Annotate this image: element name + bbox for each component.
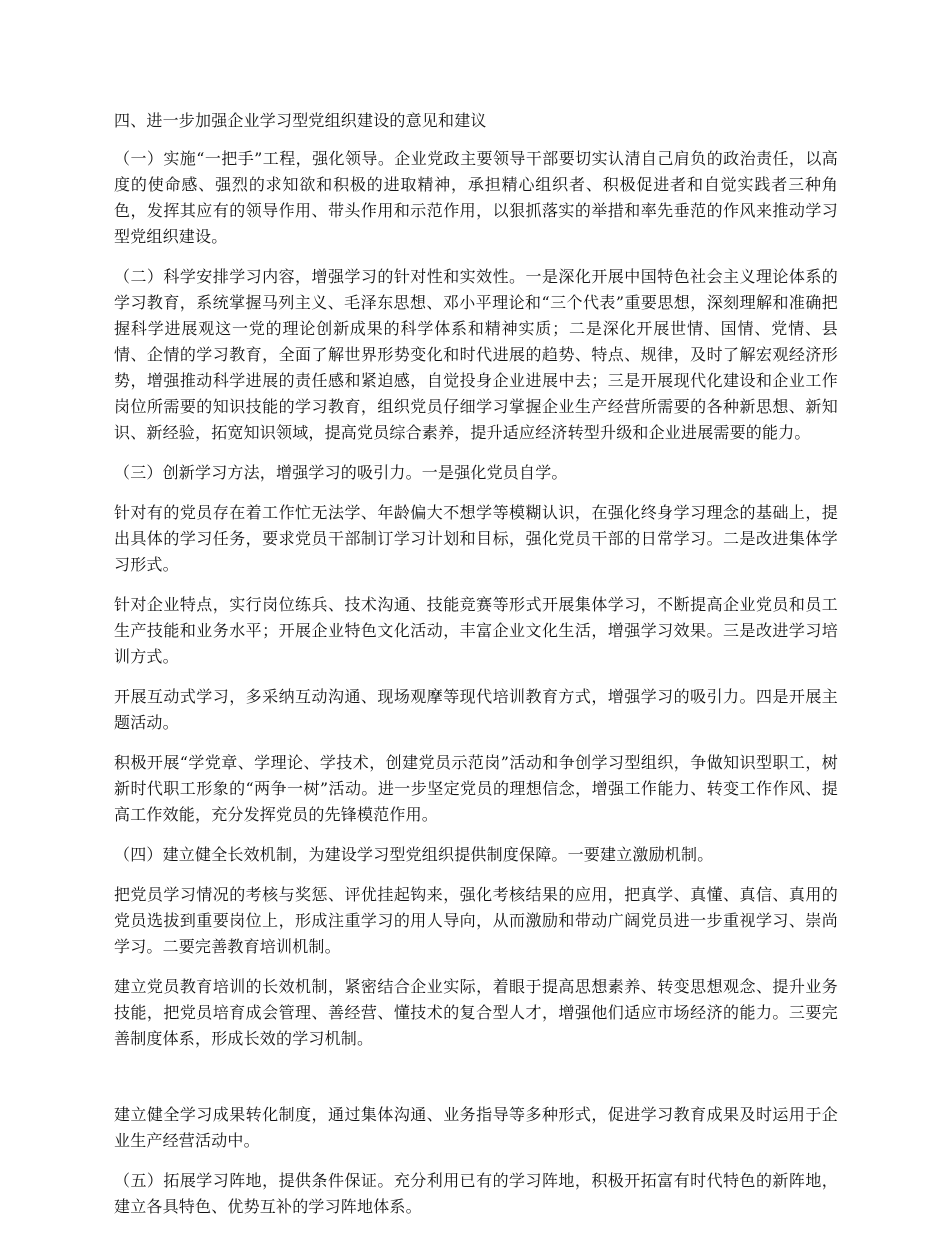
paragraph-7: 积极开展“学党章、学理论、学技术，创建党员示范岗”活动和争创学习型组织，争做知识型职工，树新时代职工形象的“两争一树”活动。进一步坚定党员的理想信念，增强工作能力、转变工作作风、提高工作效能，充分发挥党员的先锋模范作用。 (114, 753, 838, 824)
paragraph-8: （四）建立健全长效机制，为建设学习型党组织提供制度保障。一要建立激励机制。 (114, 845, 714, 864)
section-heading: 四、进一步加强企业学习型党组织建设的意见和建议 (114, 111, 487, 130)
document-page (114, 108, 838, 1234)
paragraph-10: 建立党员教育培训的长效机制，紧密结合企业实际，着眼于提高思想素养、转变思想观念、提升业务技能，把党员培育成会管理、善经营、懂技术的复合型人才，增强他们适应市场经济的能力。三要完善制度体系，形成长效的学习机制。 (114, 977, 838, 1048)
paragraph-2: （二）科学安排学习内容，增强学习的针对性和实效性。一是深化开展中国特色社会主义理论体系的学习教育，系统掌握马列主义、毛泽东思想、邓小平理论和“三个代表”重要思想，深刻理解和准确把握科学进展观这一党的理论创新成果的科学体系和精神实质；二是深化开展世情、国情、党情、县情、企情的学习教育，全面了解世界形势变化和时代进展的趋势、特点、规律，及时了解宏观经济形势，增强推动科学进展的责任感和紧迫感，自觉投身企业进展中去；三是开展现代化建设和企业工作岗位所需要的知识技能的学习教育，组织党员仔细学习掌握企业生产经营所需要的各种新思想、新知识、新经验，拓宽知识领域，提高党员综合素养，提升适应经济转型升级和企业进展需要的能力。 (114, 267, 838, 442)
paragraph-4: 针对有的党员存在着工作忙无法学、年龄偏大不想学等模糊认识，在强化终身学习理念的基础上，提出具体的学习任务，要求党员干部制订学习计划和目标，强化党员干部的日常学习。二是改进集体学习形式。 (114, 503, 838, 574)
paragraph-1: （一）实施“一把手”工程，强化领导。企业党政主要领导干部要切实认清自己肩负的政治责任，以高度的使命感、强烈的求知欲和积极的进取精神，承担精心组织者、积极促进者和自觉实践者三种角色，发挥其应有的领导作用、带头作用和示范作用，以狠抓落实的举措和率先垂范的作风来推动学习型党组织建设。 (114, 149, 838, 246)
paragraph-3: （三）创新学习方法，增强学习的吸引力。一是强化党员自学。 (114, 463, 568, 482)
paragraph-5: 针对企业特点，实行岗位练兵、技术沟通、技能竞赛等形式开展集体学习，不断提高企业党员和员工生产技能和业务水平；开展企业特色文化活动，丰富企业文化生活，增强学习效果。三是改进学习培训方式。 (114, 595, 838, 666)
paragraph-12: （五）拓展学习阵地，提供条件保证。充分利用已有的学习阵地，积极开拓富有时代特色的新阵地，建立各具特色、优势互补的学习阵地体系。 (114, 1171, 838, 1216)
paragraph-spacer (114, 1066, 838, 1102)
paragraph-11: 建立健全学习成果转化制度，通过集体沟通、业务指导等多种形式，促进学习教育成果及时运用于企业生产经营活动中。 (114, 1105, 838, 1150)
paragraph-6: 开展互动式学习，多采纳互动沟通、现场观摩等现代培训教育方式，增强学习的吸引力。四是开展主题活动。 (114, 687, 838, 732)
paragraph-9: 把党员学习情况的考核与奖惩、评优挂起钩来，强化考核结果的应用，把真学、真懂、真信、真用的党员选拔到重要岗位上，形成注重学习的用人导向，从而激励和带动广阔党员进一步重视学习、崇尚学习。二要完善教育培训机制。 (114, 885, 838, 956)
